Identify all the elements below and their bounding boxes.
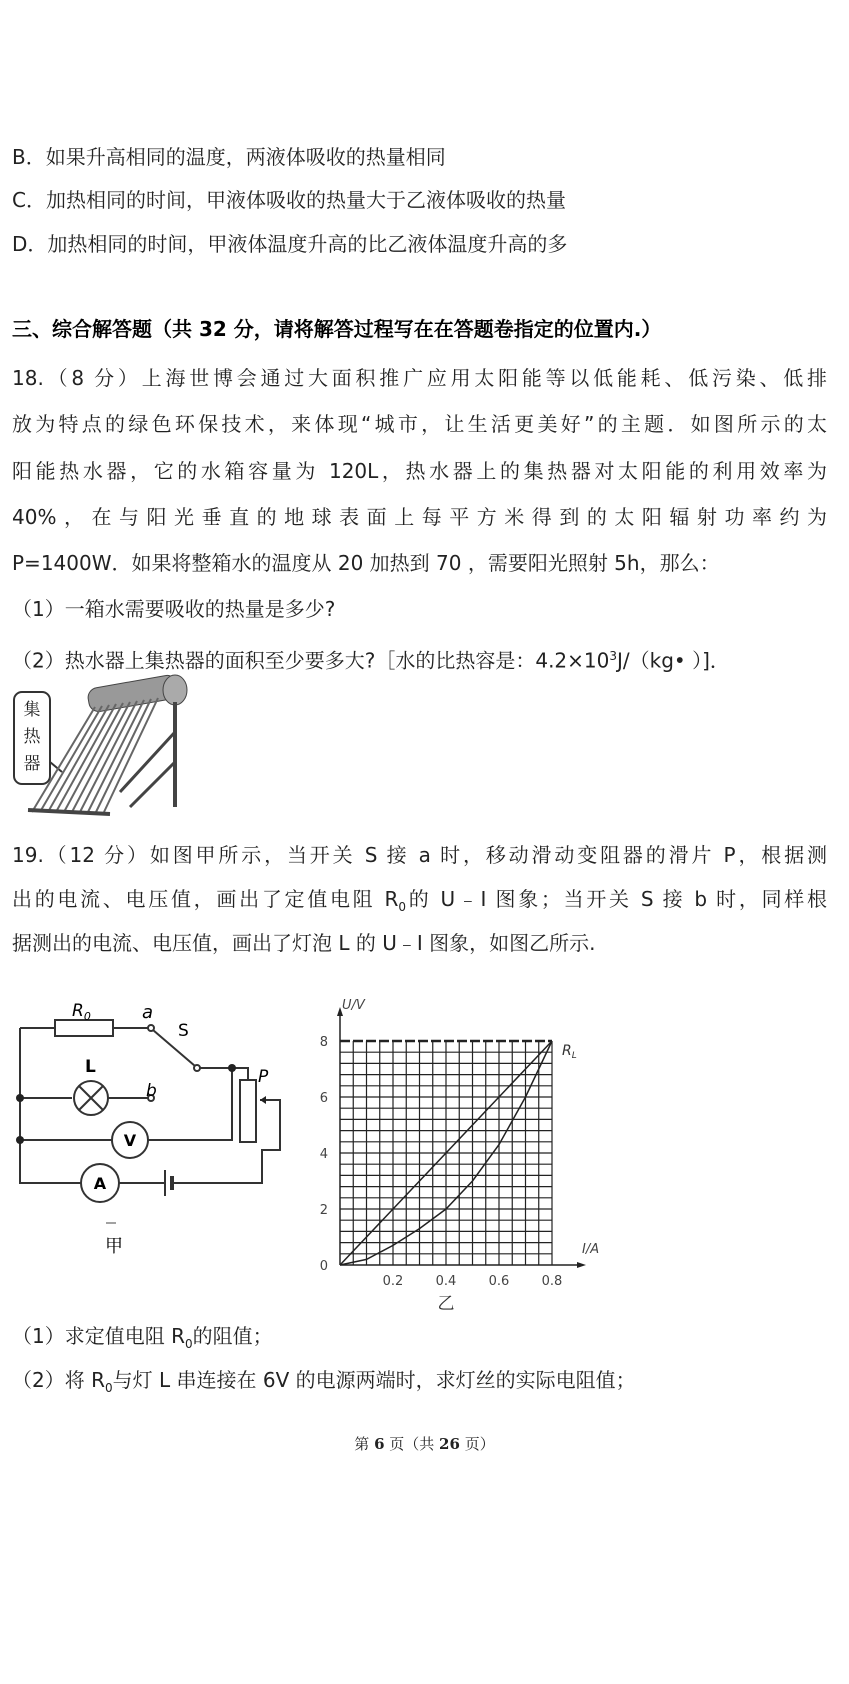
ammeter-label: A — [93, 1174, 107, 1193]
section-header: 三、综合解答题（共 32 分，请将解答过程写在在答题卷指定的位置内.） — [12, 317, 662, 341]
lamp-label: L — [85, 1057, 96, 1077]
option-c: C．加热相同的时间，甲液体吸收的热量大于乙液体吸收的热量 — [12, 188, 566, 212]
page-number: 6 — [374, 1435, 385, 1453]
option-d: D．加热相同的时间，甲液体温度升高的比乙液体温度升高的多 — [12, 232, 568, 256]
q18-line: 放为特点的绿色环保技术，来体现“城市，让生活更美好”的主题．如图所示的太 — [12, 412, 827, 436]
figure-caption-yi: 乙 — [437, 1294, 455, 1314]
ui-graph — [300, 995, 610, 1315]
q18-line: 40%，在与阳光垂直的地球表面上每平方米得到的太阳辐射功率约为 — [12, 505, 827, 529]
q18-sub1: （1）一箱水需要吸收的热量是多少? — [12, 597, 336, 621]
q18-line: 18.（8 分）上海世博会通过大面积推广应用太阳能等以低能耗、低污染、低排 — [12, 366, 827, 390]
total-pages: 26 — [439, 1435, 460, 1453]
slider-label: P — [258, 1067, 269, 1087]
series-label-rl — [562, 1043, 577, 1061]
terminal-a-label: a — [142, 1002, 154, 1023]
r0-label: R — [72, 1001, 84, 1021]
q19-text: 的 U﹣I 图象；当开关 S 接 b 时，同样根 — [405, 887, 827, 911]
x-tick-label: 0.8 — [541, 1274, 563, 1289]
x-tick-label: 0.6 — [488, 1274, 510, 1289]
x-tick-label: 0.4 — [435, 1274, 457, 1289]
y-tick-label: 6 — [319, 1091, 328, 1106]
subscript: 0 — [83, 1010, 91, 1023]
q18-sub2-text: （2）热水器上集热器的面积至少要多大?［水的比热容是：4.2×10 — [12, 648, 610, 673]
footer-text: 页（共 — [384, 1435, 440, 1453]
q18-line: P=1400W．如果将整箱水的温度从 20 加热到 70 ，需要阳光照射 5h，那么： — [12, 551, 720, 575]
q19-sub2 — [12, 1366, 827, 1402]
solar-water-heater-image — [10, 672, 200, 820]
x-axis-arrow — [577, 1262, 586, 1268]
q19-sub2-text: （2）将 R — [12, 1368, 105, 1392]
rheostat — [240, 1080, 256, 1142]
q19-sub2-text: 与灯 L 串连接在 6V 的电源两端时，求灯丝的实际电阻值； — [112, 1368, 636, 1392]
svg-text:R0 — [72, 1001, 91, 1023]
x-axis-label: I/A — [582, 1242, 600, 1257]
q18-sub2 — [12, 642, 827, 675]
subscript: 0 — [398, 900, 406, 914]
q19-sub1-text: （1）求定值电阻 R — [12, 1324, 185, 1348]
footer-text: 第 — [354, 1435, 375, 1453]
q19-line: 19.（12 分）如图甲所示，当开关 S 接 a 时，移动滑动变阻器的滑片 P，根据测 — [12, 843, 827, 867]
terminal-b-label: b — [146, 1081, 157, 1101]
y-tick-label: 8 — [319, 1035, 328, 1050]
x-tick-label: 0.2 — [382, 1274, 404, 1289]
y-tick-label: 4 — [319, 1147, 328, 1162]
y-tick-label: 2 — [319, 1203, 328, 1218]
figure-caption-jia: 甲 — [105, 1236, 123, 1257]
y-axis-label: U/V — [342, 998, 365, 1013]
q19-sub1 — [12, 1322, 827, 1358]
q18-line: 阳能热水器，它的水箱容量为 120L，热水器上的集热器对太阳能的利用效率为 — [12, 459, 827, 483]
q18-sub2-unit: J/（kg• ）]． — [617, 648, 730, 673]
origin-label: 0 — [319, 1259, 328, 1274]
q19-line: 据测出的电流、电压值，画出了灯泡 L 的 U﹣I 图象，如图乙所示. — [12, 931, 596, 955]
option-b: B．如果升高相同的温度，两液体吸收的热量相同 — [12, 145, 446, 169]
footer-text: 页） — [459, 1435, 495, 1453]
subscript: 0 — [104, 1381, 113, 1395]
svg-text:热: 热 — [23, 727, 41, 747]
page-footer — [0, 1433, 849, 1454]
voltmeter-label: V — [123, 1131, 137, 1150]
series-label-text: R — [562, 1043, 572, 1059]
q19-line — [12, 885, 827, 921]
exponent: 3 — [609, 649, 617, 663]
circuit-diagram — [10, 1000, 300, 1270]
q19-text: 出的电流、电压值，画出了定值电阻 R — [12, 887, 399, 911]
q19-sub1-text: 的阻值； — [192, 1324, 273, 1348]
subscript: 0 — [184, 1337, 193, 1351]
svg-text:器: 器 — [23, 754, 41, 774]
heater-label: 集 — [23, 700, 41, 720]
subscript: L — [571, 1051, 577, 1061]
switch-label: S — [178, 1021, 189, 1041]
